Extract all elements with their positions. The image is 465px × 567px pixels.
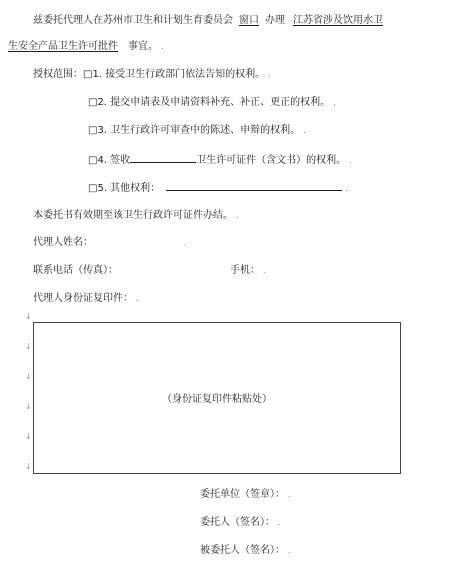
id-paste-hint: （身份证复印件粘贴处） <box>162 394 272 405</box>
authority-row-2: □2. 提交申请表及申请资料补充、补正、更正的权利。 . <box>88 97 336 108</box>
intro-line-2 <box>8 40 164 54</box>
validity-text: 本委托书有效期至该卫生行政许可证件办结。 <box>33 210 233 221</box>
signature-unit-line: 委托单位（签章）： . <box>200 489 291 500</box>
authority-label: 授权范围： <box>33 69 83 80</box>
item-field-a: 江苏省涉及饮用水卫 <box>293 15 383 26</box>
margin-mark: ↓ <box>25 402 32 411</box>
mobile-line: 手机： . <box>230 265 266 276</box>
sign-blank <box>130 152 196 163</box>
authority-item-1: □1. 接受卫生行政部门依法告知的权利。 <box>83 69 266 80</box>
authority-item-5: □5. 其他权利： <box>88 183 161 194</box>
authority-item-4-tail: 卫生许可证件（含文书）的权利。 <box>196 155 347 166</box>
intro-line-1 <box>33 14 383 28</box>
paragraph-mark: . <box>161 42 164 51</box>
id-paste-box <box>33 322 401 474</box>
mobile-label: 手机： <box>230 265 260 276</box>
authority-row-5: □5. 其他权利： . <box>88 180 348 196</box>
margin-mark: ↓ <box>25 372 32 381</box>
agent-name-line: 代理人姓名： . <box>33 237 186 248</box>
validity-line: 本委托书有效期至该卫生行政许可证件办结。 . <box>33 210 239 221</box>
id-copy-line: 代理人身份证复印件： . <box>33 293 139 304</box>
other-rights-blank <box>166 180 342 191</box>
signature-agent-label: 被委托人（签名）： <box>200 545 285 556</box>
handle-text: 办理 <box>265 15 285 26</box>
authority-row-3: □3. 卫生行政许可审查中的陈述、申辩的权利。 . <box>88 125 306 136</box>
margin-mark: ↓ <box>25 462 32 471</box>
authority-item-4: □4. 签收 <box>88 155 131 166</box>
signature-principal-label: 委托人（签名）： <box>200 517 275 528</box>
id-copy-label: 代理人身份证复印件： <box>33 293 133 304</box>
margin-mark: ↓ <box>25 312 32 321</box>
window-field: 窗口 <box>239 15 259 26</box>
margin-mark: ↓ <box>25 342 32 351</box>
matter-text: 事宜。 <box>128 41 158 52</box>
item-field-b: 生安全产品卫生许可批件 <box>8 41 118 52</box>
phone-line <box>33 264 118 278</box>
authority-row-1: 授权范围：□1. 接受卫生行政部门依法告知的权利。 . <box>33 69 271 80</box>
intro-text: 兹委托代理人在苏州市卫生和计划生育委员会 <box>33 15 233 26</box>
margin-mark: ↓ <box>25 432 32 441</box>
agent-name-label: 代理人姓名： <box>33 237 93 248</box>
signature-unit-label: 委托单位（签章）： <box>200 489 285 500</box>
signature-principal-line: 委托人（签名）： . <box>200 517 281 528</box>
phone-label: 联系电话（传真）： <box>33 265 118 276</box>
authority-row-4: □4. 签收 卫生许可证件（含文书）的权利。 . <box>88 152 352 168</box>
authority-item-2: □2. 提交申请表及申请资料补充、补正、更正的权利。 <box>88 97 331 108</box>
authority-item-3: □3. 卫生行政许可审查中的陈述、申辩的权利。 <box>88 125 301 136</box>
signature-agent-line: 被委托人（签名）： . <box>200 545 291 556</box>
